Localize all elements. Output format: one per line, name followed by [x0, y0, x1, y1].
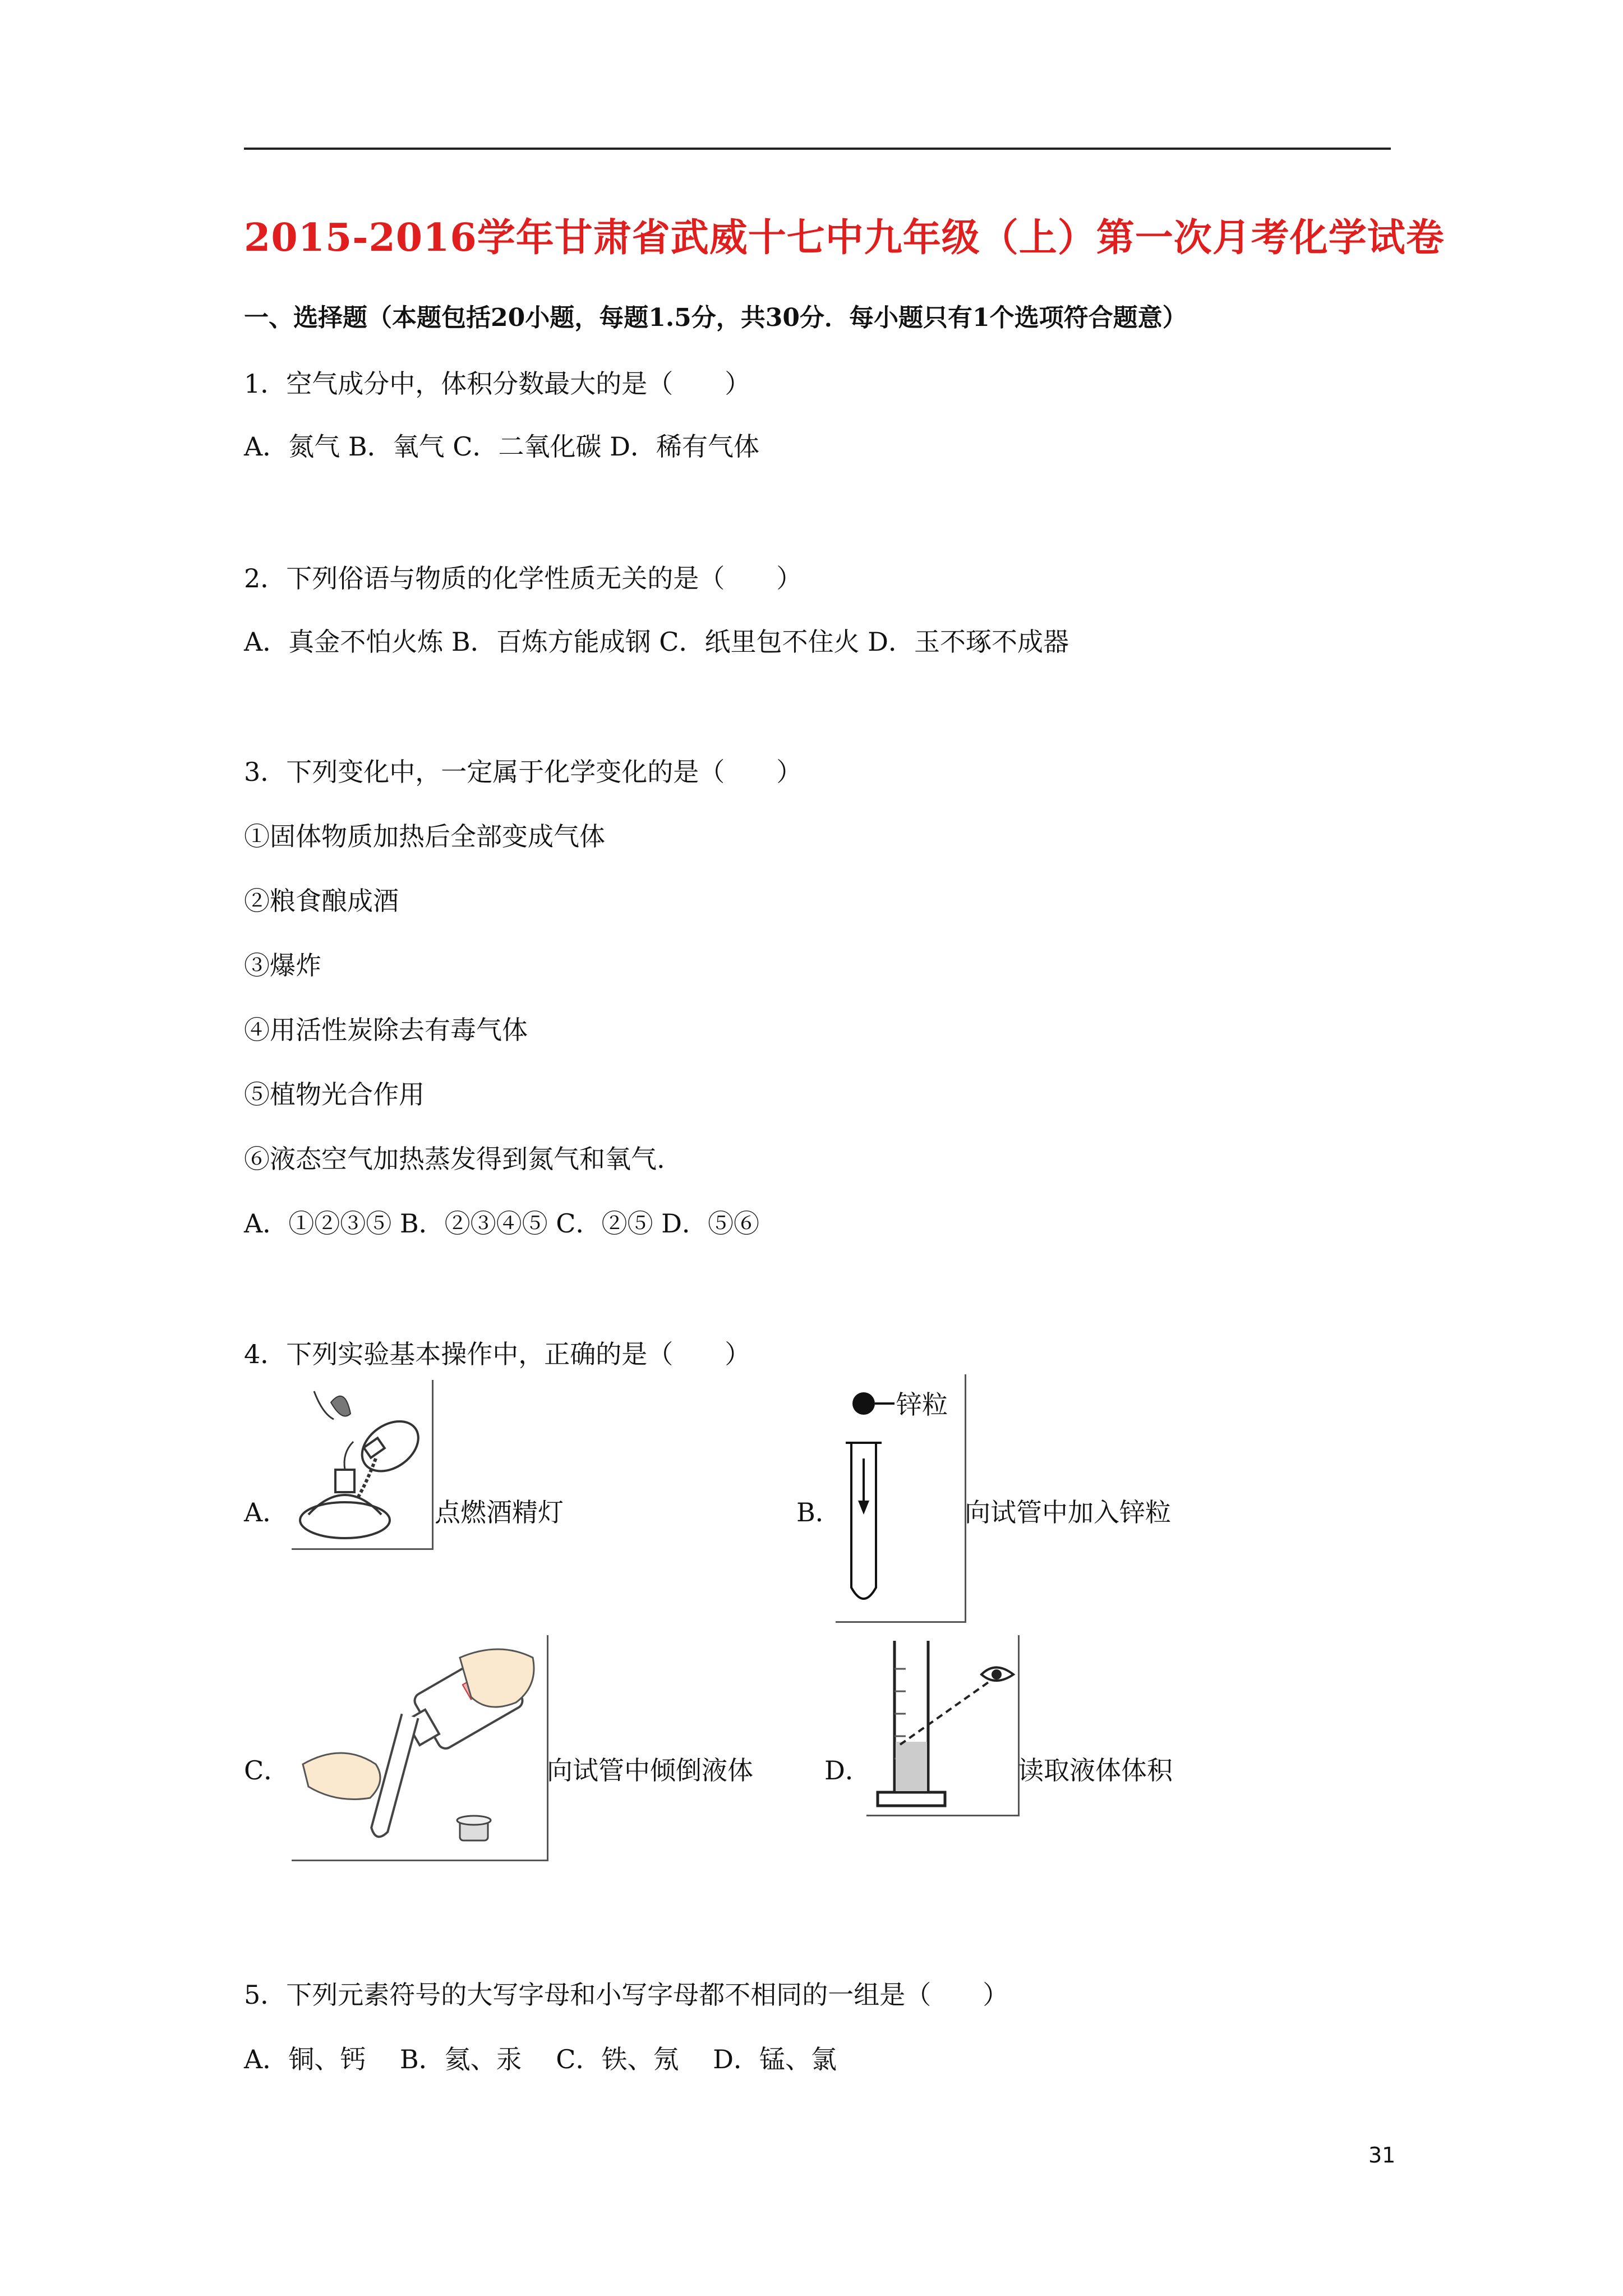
option-b-label: B．	[796, 1497, 841, 1527]
question-2-options: A．真金不怕火炼 B．百炼方能成钢 C．纸里包不住火 D．玉不琢不成器	[244, 627, 1069, 657]
question-5-stem: 5．下列元素符号的大写字母和小写字母都不相同的一组是（ ）	[244, 1980, 1009, 2010]
exam-title: 2015-2016学年甘肃省武威十七中九年级（上）第一次月考化学试卷	[244, 215, 1445, 260]
option-d-caption: 读取液体体积	[1018, 1755, 1173, 1786]
question-1-stem: 1．空气成分中，体积分数最大的是（ ）	[244, 369, 751, 399]
question-3-options: A．①②③⑤ B．②③④⑤ C．②⑤ D．⑤⑥	[244, 1208, 759, 1239]
option-c-label: C．	[244, 1755, 290, 1786]
option-a-label: A．	[244, 1497, 289, 1527]
question-3-item-5: ⑤植物光合作用	[244, 1079, 425, 1110]
option-b-caption: 向试管中加入锌粒	[965, 1497, 1171, 1527]
question-3-item-3: ③爆炸	[244, 950, 321, 981]
question-3-item-6: ⑥液态空气加热蒸发得到氮气和氧气.	[244, 1144, 665, 1174]
question-3-stem: 3．下列变化中，一定属于化学变化的是（ ）	[244, 757, 803, 787]
alcohol-lamp-lighting-icon	[292, 1380, 434, 1550]
question-3-item-4: ④用活性炭除去有毒气体	[244, 1015, 528, 1045]
test-tube-zinc-icon	[836, 1374, 966, 1623]
question-5-options: A．铜、钙 B．氦、汞 C．铁、氖 D．锰、氯	[244, 2044, 837, 2074]
section-heading: 一、选择题（本题包括20小题，每题1.5分，共30分．每小题只有1个选项符合题意）	[244, 303, 1187, 332]
question-1-options: A．氮气 B．氧气 C．二氧化碳 D．稀有气体	[244, 431, 759, 462]
page-number: 31	[1368, 2143, 1396, 2168]
question-2-stem: 2．下列俗语与物质的化学性质无关的是（ ）	[244, 563, 803, 593]
option-a-caption: 点燃酒精灯	[435, 1497, 564, 1527]
question-3-item-2: ②粮食酿成酒	[244, 886, 399, 916]
pouring-liquid-icon	[292, 1635, 548, 1861]
question-4-stem: 4．下列实验基本操作中，正确的是（ ）	[244, 1339, 751, 1369]
option-d-label: D．	[824, 1755, 871, 1786]
option-c-caption: 向试管中倾倒液体	[547, 1755, 753, 1786]
question-3-item-1: ①固体物质加热后全部变成气体	[244, 821, 605, 852]
zinc-label: 锌粒	[896, 1389, 948, 1420]
header-rule	[244, 148, 1391, 150]
graduated-cylinder-reading-icon	[866, 1635, 1020, 1816]
